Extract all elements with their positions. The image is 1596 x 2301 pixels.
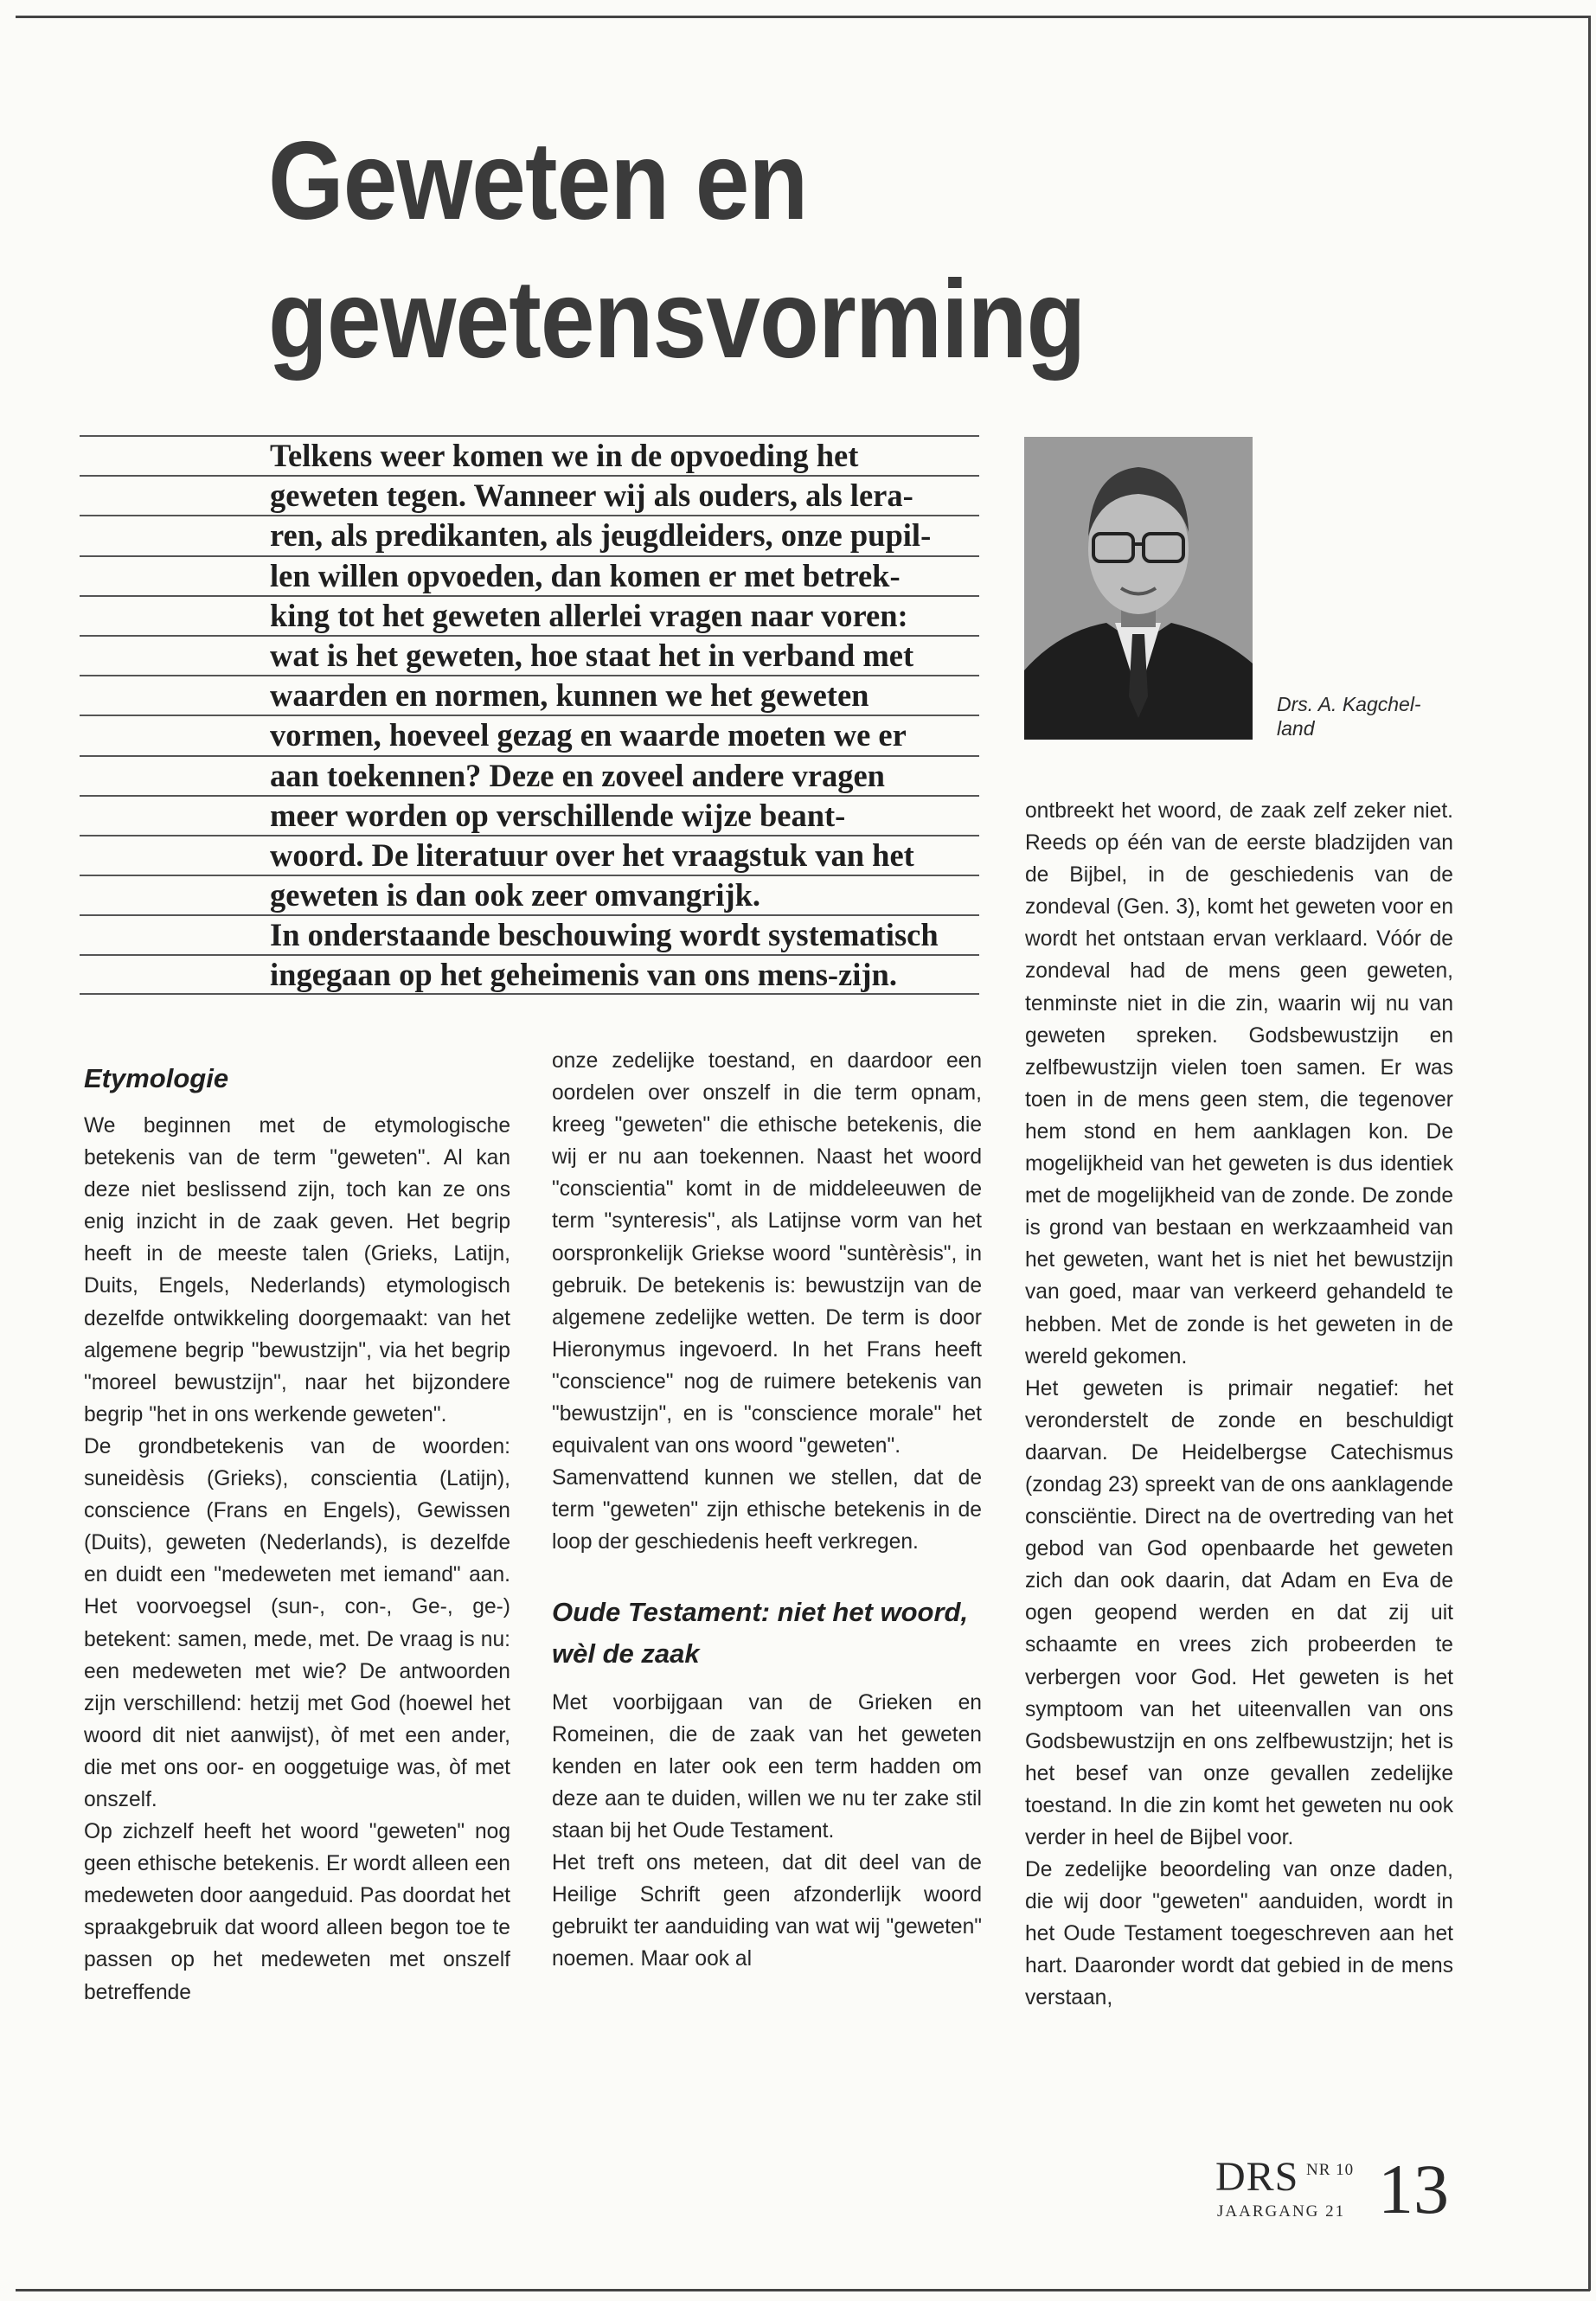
intro-block [80, 435, 979, 995]
page-number: 13 [1378, 2150, 1449, 2228]
photo-caption: Drs. A. Kagchel-land [1277, 693, 1421, 740]
text-column-2 [552, 1045, 982, 1975]
paragraph: ontbreekt het woord, de zaak zelf zeker niet. Reeds op één van de eerste bladzijden van de Bijbel, in de geschiedenis van de zondeval (Gen. 3), komt het geweten voor en wordt het ontstaan ervan verklaard. Vóór de zondeval had de mens geen geweten, tenminste niet in die zin, waarin wij nu van geweten spreken. Godsbewustzijn en zelfbewustzijn vielen toen samen. Er was toen in de mens geen stem, die tegenover hem stond en hem aanklagen kon. De mogelijkheid van het geweten is dus identiek met de mogelijkheid van de zonde. De zonde is grond van bestaan en werkzaamheid van het geweten, want het is niet het bewustzijn van goed, maar van verkeerd gehandeld te hebben. Met de zonde is het geweten in de wereld gekomen. [1025, 799, 1453, 1368]
text-column-1 [84, 1058, 510, 2009]
page-border-bottom [16, 2289, 1590, 2291]
intro-line: Telkens weer komen we in de opvoeding het [80, 435, 979, 475]
paragraph: Het geweten is primair negatief: het veronderstelt de zonde en beschuldigt daarvan. De Heidelbergse Catechismus (zondag 23) spreekt van de ons aanklagende consciëntie. Direct na de overtreding van het gebod van God openbaarde het geweten zich dan ook daarin, dat Adam en Eva de ogen geopend werden en dat zij uit schaamte en vrees zich probeerden te verbergen voor God. Het geweten is het symptoom van het uiteenvallen van ons Godsbewustzijn en ons zelfbewustzijn; het is het besef van onze gevallen zedelijke toestand. In die zin komt het geweten nu ook verder in heel de Bijbel voor. [1025, 1376, 1453, 1849]
section-heading-oude-testament: Oude Testament: niet het woord, wèl de zaak [552, 1596, 969, 1669]
intro-line: king tot het geweten allerlei vragen naar voren: [80, 595, 979, 635]
intro-line: wat is het geweten, hoe staat het in verband met [80, 635, 979, 675]
section-spacer [552, 1559, 982, 1592]
volume-label: JAARGANG 21 [1217, 2202, 1346, 2221]
intro-line: aan toekennen? Deze en zoveel andere vragen [80, 755, 979, 795]
paragraph: Samenvattend kunnen we stellen, dat de term "geweten" zijn ethische betekenis in de loop der geschiedenis heeft verkregen. [552, 1466, 982, 1554]
intro-line: len willen opvoeden, dan komen er met betrek- [80, 555, 979, 595]
heading-spacer [552, 1675, 982, 1687]
section-heading-etymologie: Etymologie [84, 1063, 229, 1093]
article-title-line-2: gewetensvorming [268, 258, 1086, 381]
author-photo [1024, 437, 1253, 740]
intro-line: vormen, hoeveel gezag en waarde moeten we er [80, 715, 979, 754]
paragraph: Met voorbijgaan van de Grieken en Romeinen, die de zaak van het geweten kenden en later ook een term hadden om deze aan te duiden, willen we nu ter zake stil staan bij het Oude Testament. [552, 1690, 982, 1843]
intro-line: ingegaan op het geheimenis van ons mens-zijn. [80, 954, 979, 994]
paragraph: De zedelijke beoordeling van onze daden, die wij door "geweten" aanduiden, wordt in het Oude Testament toegeschreven aan het hart. Daaronder wordt dat gebied in de mens verstaan, [1025, 1858, 1453, 2010]
page-border-top [16, 16, 1590, 18]
page-border-right [1588, 16, 1591, 2291]
paragraph: De grondbetekenis van de woorden: suneidèsis (Grieks), conscientia (Latijn), conscience (Frans en Engels), Gewissen (Duits), geweten (Nederlands), is dezelfde en duidt een "medeweten met iemand" aan. Het voorvoegsel (sun-, con-, Ge-, ge-) betekent: samen, mede, met. De vraag is nu: een medeweten met wie? De antwoorden zijn verschillend: hetzij met God (hoewel het woord dit niet aanwijst), òf met een ander, die met ons oor- en ooggetuige was, òf met onszelf. [84, 1434, 510, 1811]
intro-line: geweten tegen. Wanneer wij als ouders, als lera- [80, 475, 979, 515]
page-footer [1215, 2150, 1458, 2242]
author-portrait-icon [1024, 437, 1253, 740]
paragraph: Het treft ons meteen, dat dit deel van de Heilige Schrift geen afzonderlijk woord gebruikt ter aanduiding van wat wij "geweten" noemen. Maar ook al [552, 1850, 982, 1971]
article-title [268, 112, 1106, 389]
intro-line: geweten is dan ook zeer omvangrijk. [80, 875, 979, 914]
paragraph: Op zichzelf heeft het woord "geweten" nog geen ethische betekenis. Er wordt alleen een medeweten door aangeduid. Pas doordat het spraakgebruik dat woord alleen begon toe te passen op het medeweten met onszelf betreffende [84, 1820, 510, 2004]
article-title-line-1: Geweten en [268, 119, 808, 243]
text-column-3 [1025, 795, 1453, 2015]
magazine-name: DRS [1215, 2154, 1299, 2200]
intro-line: meer worden op verschillende wijze beant- [80, 795, 979, 835]
heading-spacer [84, 1099, 510, 1110]
issue-number: NR 10 [1306, 2161, 1355, 2179]
paragraph: onze zedelijke toestand, en daardoor een oordelen over onszelf in die term opnam, kreeg "geweten" die ethische betekenis, die wij er nu aan toekennen. Naast het woord "conscientia" komt in de middeleeuwen de term "synteresis", als Latijnse vorm van het oorspronkelijk Griekse woord "suntèrèsis", in gebruik. De betekenis is: bewustzijn van de algemene zedelijke wetten. De term is door Hieronymus ingevoerd. In het Frans heeft "conscience" nog de ruimere betekenis van "bewustzijn", en is "conscience morale" het equivalent van ons woord "geweten". [552, 1049, 982, 1458]
intro-line: ren, als predikanten, als jeugdleiders, onze pupil- [80, 515, 979, 554]
intro-line: waarden en normen, kunnen we het geweten [80, 675, 979, 715]
intro-line: woord. De literatuur over het vraagstuk van het [80, 835, 979, 875]
paragraph: We beginnen met de etymologische betekenis van de term "geweten". Al kan deze niet beslissend zijn, toch kan ze ons enig inzicht in de zaak geven. Het begrip heeft in de meeste talen (Grieks, Latijn, Duits, Engels, Nederlands) etymologisch dezelfde ontwikkeling doorgemaakt: van het algemene begrip "bewustzijn", via het begrip "moreel bewustzijn", naar het bijzondere begrip "het in ons werkende geweten". [84, 1114, 510, 1426]
intro-line: In onderstaande beschouwing wordt systematisch [80, 914, 979, 954]
